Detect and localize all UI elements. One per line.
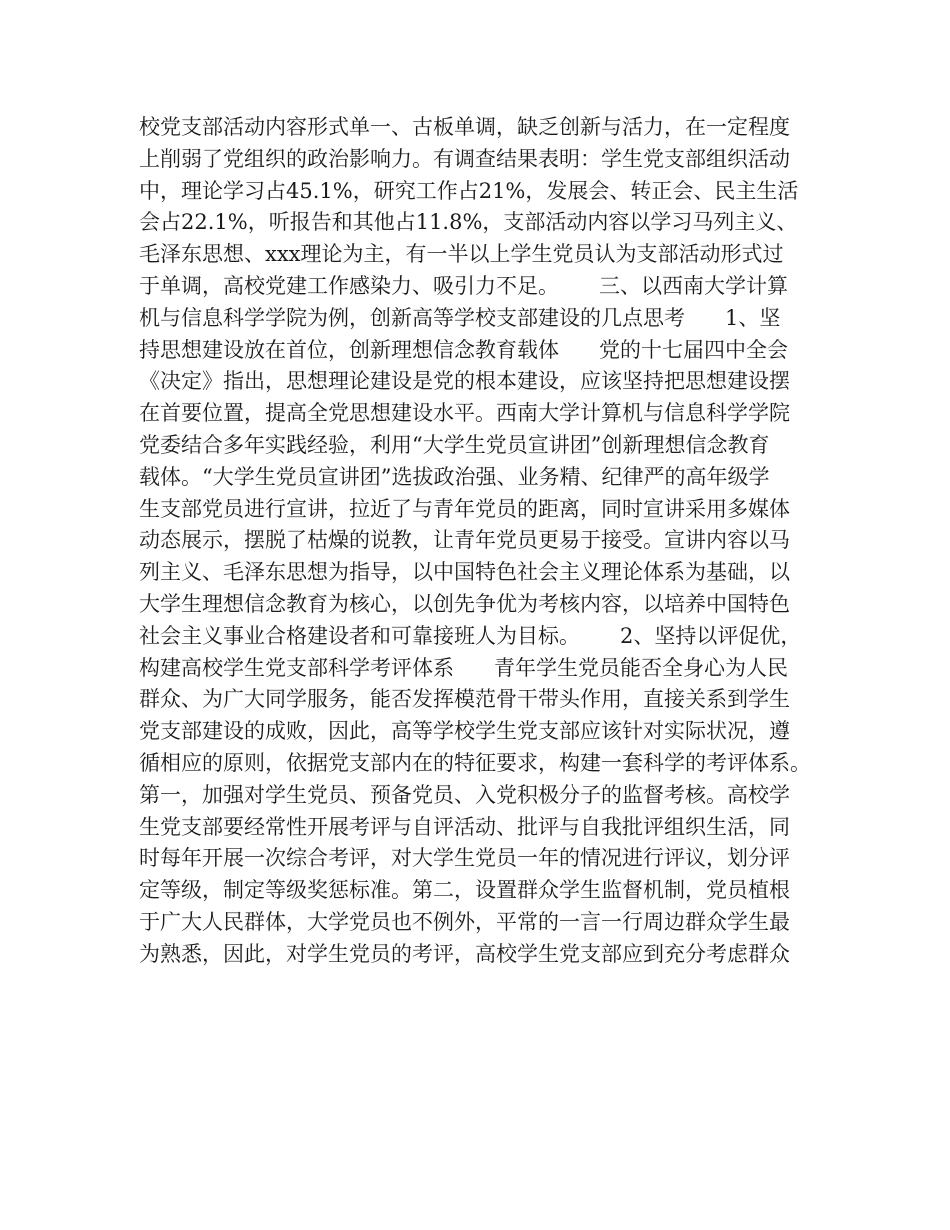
text-line: 列主义、毛泽东思想为指导，以中国特色社会主义理论体系为基础，以 [139, 560, 790, 585]
text-line: 生党支部要经常性开展考评与自评活动、批评与自我批评组织生活，同 [139, 814, 790, 839]
text-line: 生支部党员进行宣讲，拉近了与青年党员的距离，同时宣讲采用多媒体 [139, 496, 790, 521]
text-line: 社会主义事业合格建设者和可靠接班人为目标。 2、坚持以评促优， [139, 623, 802, 648]
text-line: 为熟悉，因此，对学生党员的考评，高校学生党支部应到充分考虑群众 [139, 941, 790, 966]
text-line: 会占22.1%，听报告和其他占11.8%，支部活动内容以学习马列主义、 [139, 210, 798, 235]
text-line: 第一，加强对学生党员、预备党员、入党积极分子的监督考核。高校学 [139, 782, 790, 807]
text-line: 机与信息科学学院为例，创新高等学校支部建设的几点思考 1、坚 [139, 305, 781, 330]
text-line: 循相应的原则，依据党支部内在的特征要求，构建一套科学的考评体系。 [139, 750, 811, 775]
text-line: 构建高校学生党支部科学考评体系 青年学生党员能否全身心为人民 [139, 655, 789, 680]
text-line: 中，理论学习占45.1%，研究工作占21%，发展会、转正会、民主生活 [139, 178, 799, 203]
text-line: 校党支部活动内容形式单一、古板单调，缺乏创新与活力，在一定程度 [139, 115, 790, 139]
text-line: 时每年开展一次综合考评，对大学生党员一年的情况进行评议，划分评 [139, 846, 790, 871]
text-line: 上削弱了党组织的政治影响力。有调查结果表明：学生党支部组织活动 [139, 146, 790, 171]
text-line: 大学生理想信念教育为核心，以创先争优为考核内容，以培养中国特色 [139, 591, 790, 616]
text-line: 《决定》指出，思想理论建设是党的根本建设，应该坚持把思想建设摆 [139, 369, 790, 394]
text-line: 在首要位置，提高全党思想建设水平。西南大学计算机与信息科学学院 [139, 401, 790, 426]
text-line: 持思想建设放在首位，创新理想信念教育载体 党的十七届四中全会 [139, 337, 789, 362]
text-line: 党委结合多年实践经验，利用“大学生党员宣讲团”创新理想信念教育 [139, 432, 770, 457]
text-line: 定等级，制定等级奖惩标准。第二，设置群众学生监督机制，党员植根 [139, 878, 790, 903]
text-line: 动态展示，摆脱了枯燥的说教，让青年党员更易于接受。宣讲内容以马 [139, 528, 790, 553]
text-line: 群众、为广大同学服务，能否发挥模范骨干带头作用，直接关系到学生 [139, 687, 790, 712]
text-line: 于广大人民群体，大学党员也不例外，平常的一言一行周边群众学生最 [139, 909, 790, 934]
text-line: 毛泽东思想、xxx理论为主，有一半以上学生党员认为支部活动形式过 [139, 242, 784, 267]
text-line: 党支部建设的成败，因此，高等学校学生党支部应该针对实际状况，遵 [139, 719, 790, 744]
body-text [139, 112, 829, 971]
text-line: 载体。“大学生党员宣讲团”选拔政治强、业务精、纪律严的高年级学 [139, 464, 770, 489]
text-line: 于单调，高校党建工作感染力、吸引力不足。 三、以西南大学计算 [139, 273, 789, 298]
